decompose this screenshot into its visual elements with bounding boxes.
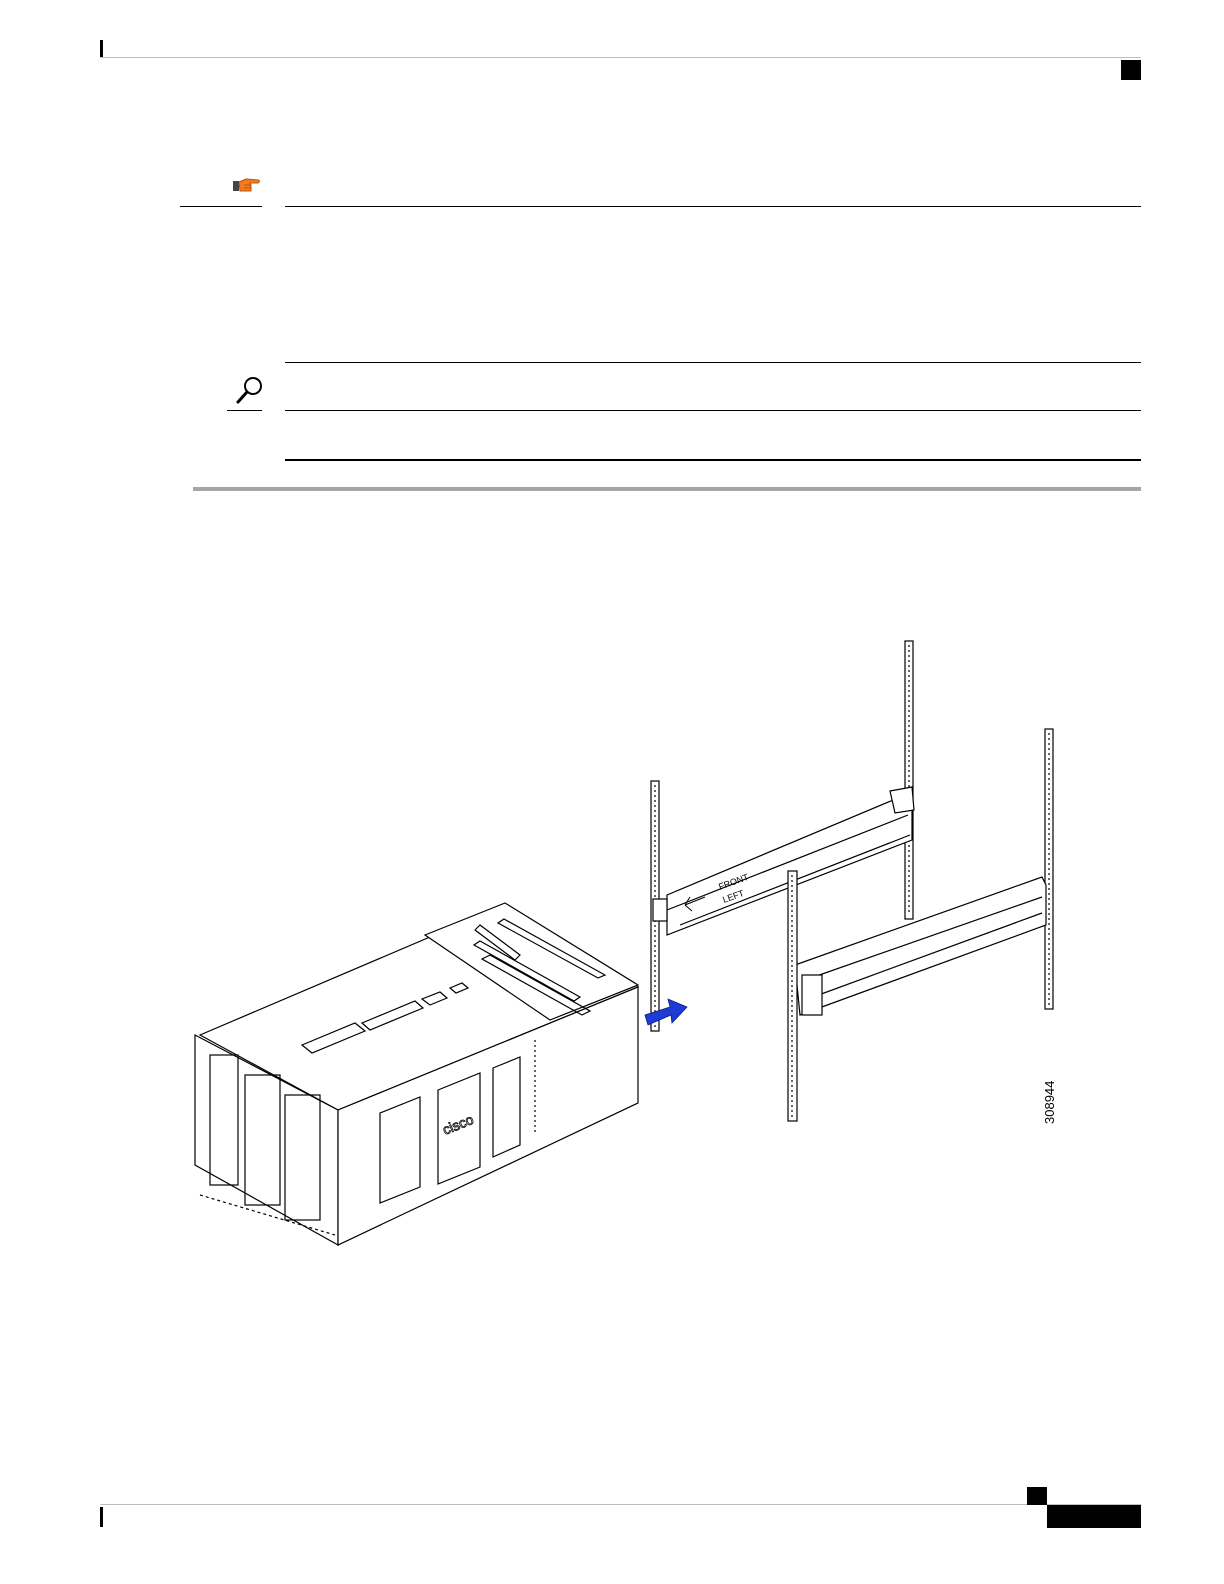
- tip-icon-rule: [227, 410, 262, 411]
- rack-post-rear-left: [905, 641, 913, 919]
- header-rule: [100, 57, 1141, 58]
- footer-left-bar: [100, 1507, 103, 1527]
- header-page-marker: [1121, 60, 1141, 80]
- note-rule-long: [285, 206, 1141, 207]
- rack-post-front-right: [788, 871, 797, 1121]
- tip-middle-rule: [285, 410, 1141, 411]
- tip-bottom-rule: [285, 459, 1141, 461]
- rail-label-front: FRONT: [717, 871, 750, 892]
- figure-callout-number: 308944: [1042, 1080, 1057, 1124]
- chassis-logo: cisco: [440, 1110, 476, 1138]
- pointing-hand-icon: [232, 174, 262, 196]
- section-divider: [193, 487, 1141, 491]
- note-rule-short: [180, 206, 262, 207]
- right-rail: [795, 877, 1046, 1015]
- footer-page-tab: [1047, 1505, 1141, 1528]
- header-left-bar: [100, 40, 103, 57]
- rack-post-front-left: [651, 781, 667, 1031]
- rack-post-rear-right: [1045, 729, 1053, 1009]
- tip-top-rule: [285, 362, 1141, 363]
- rack-install-figure: [190, 635, 1070, 1250]
- chassis: [195, 903, 638, 1245]
- magnifier-icon: [234, 374, 264, 406]
- footer-rule: [100, 1504, 1141, 1505]
- rail-label-left: LEFT: [721, 887, 746, 905]
- footer-page-marker: [1027, 1487, 1047, 1505]
